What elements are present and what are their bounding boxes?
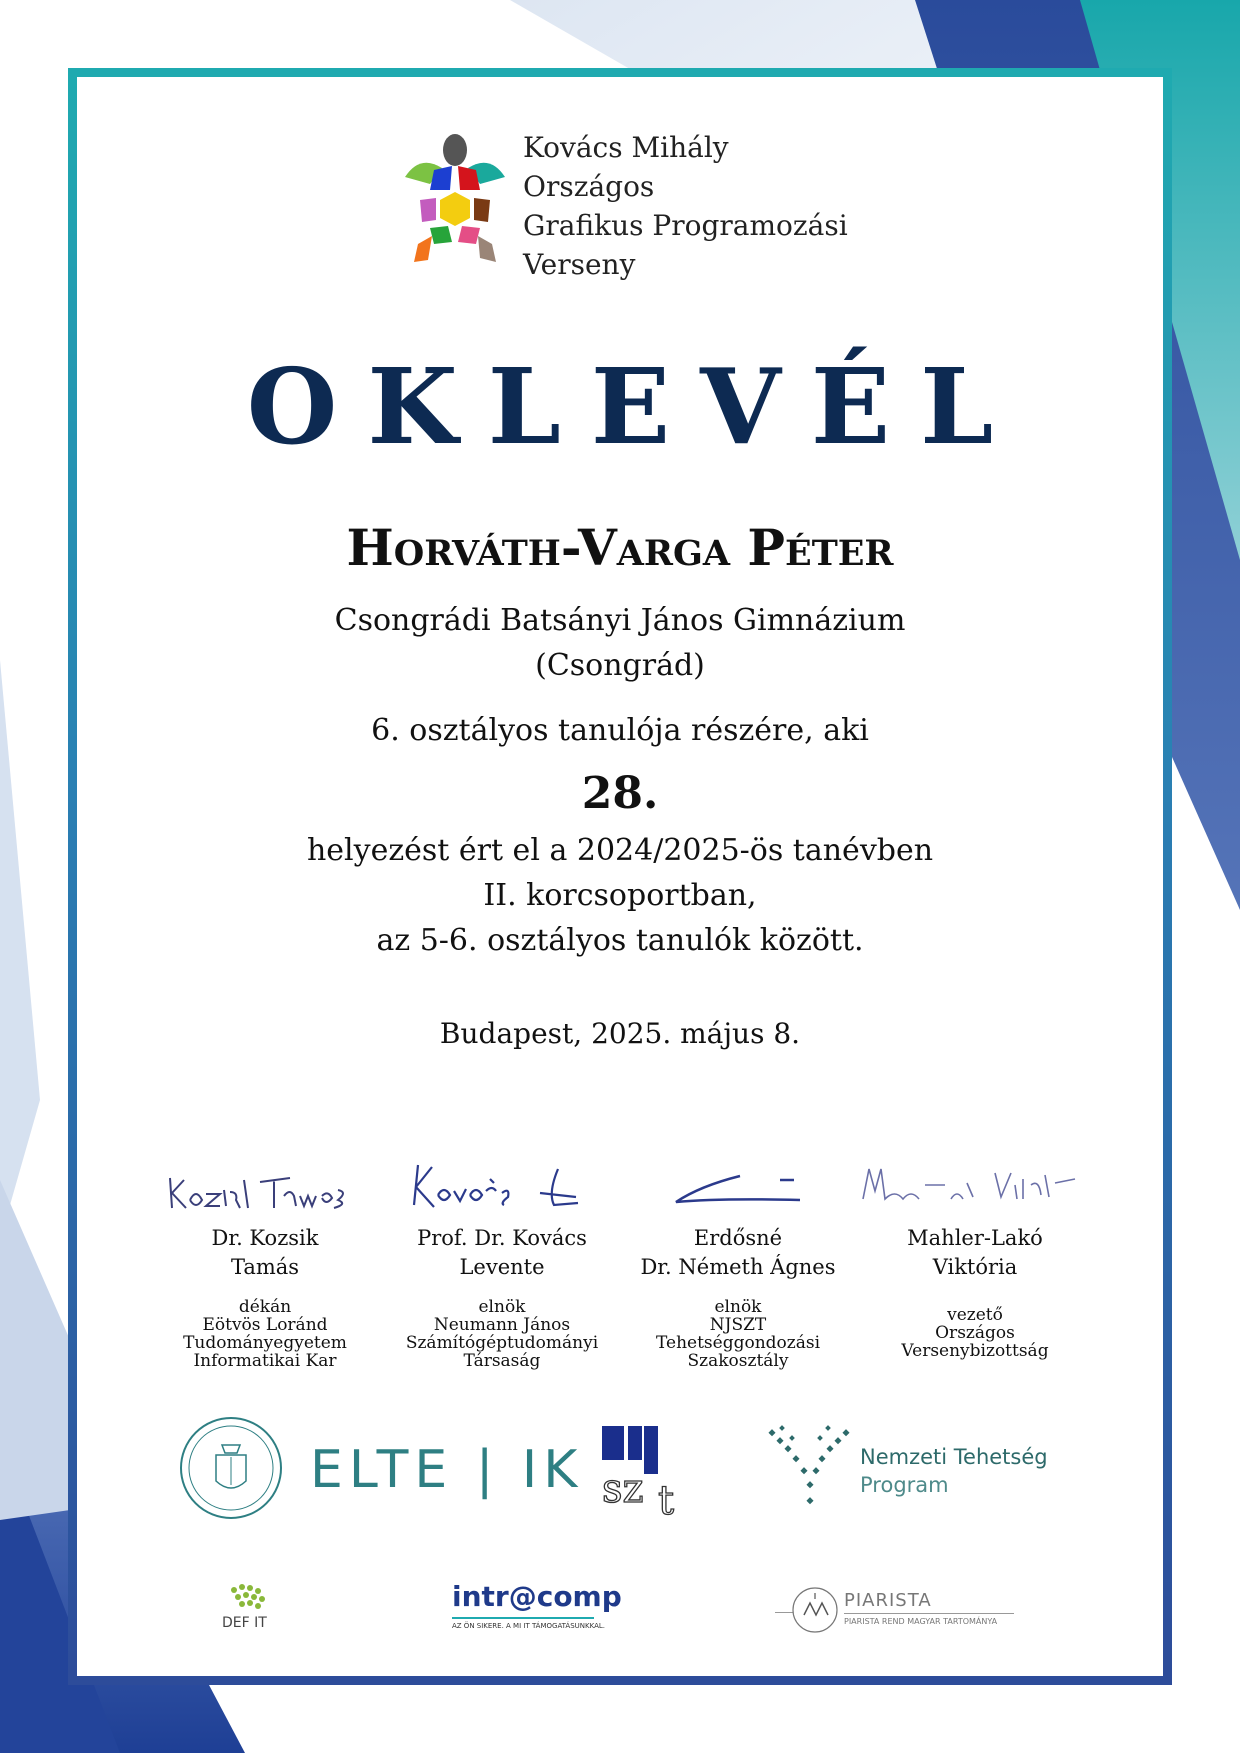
competition-name-line: Országos [523, 170, 655, 203]
signatory-role: vezető [947, 1305, 1003, 1325]
signature-kovacs [390, 1155, 630, 1215]
signatory-role: Eötvös Loránd [202, 1315, 328, 1335]
result-line-3: az 5-6. osztályos tanulók között. [376, 923, 864, 958]
elte-ik-logo: ELTE | IK [310, 1440, 584, 1500]
signatory-role: Versenybizottság [901, 1341, 1049, 1361]
signatory-role: Tudományegyetem [183, 1333, 347, 1353]
elte-seal-icon [178, 1415, 284, 1521]
signatory-role: dékán [238, 1297, 292, 1317]
competition-name-line: Verseny [523, 248, 636, 281]
school-name: Csongrádi Batsányi János Gimnázium [334, 603, 906, 638]
ntp-logo-icon [766, 1422, 852, 1518]
piarista-seal-icon [790, 1585, 840, 1635]
signatory-name: Levente [459, 1255, 545, 1279]
result-line-1: helyezést ért el a 2024/2025-ös tanévben [306, 833, 934, 868]
school-city: (Csongrád) [535, 648, 705, 683]
turtle-logo-icon [400, 132, 510, 282]
signatory-name: Mahler-Lakó [907, 1226, 1043, 1250]
defit-logo-icon [226, 1582, 268, 1614]
signatory-role: Számítógéptudományi [405, 1333, 599, 1353]
piarista-tagline: PIARISTA REND MAGYAR TARTOMÁNYA [844, 1617, 998, 1626]
njszt-logo-icon [598, 1422, 696, 1518]
signatory-role: Informatikai Kar [193, 1351, 337, 1371]
signatory-role: Országos [935, 1323, 1015, 1343]
signatory-role: Neumann János [433, 1315, 571, 1335]
signatory-role: NJSZT [709, 1315, 767, 1335]
signatory-role: Szakosztály [687, 1351, 789, 1371]
signatory-name: Viktória [932, 1255, 1018, 1279]
signatory-4 [855, 1224, 1095, 1360]
date-place: Budapest, 2025. május 8. [439, 1017, 801, 1050]
signatory-role: Társaság [463, 1351, 541, 1371]
signatory-3 [618, 1224, 858, 1370]
result-line-2: II. korcsoportban, [483, 878, 757, 913]
ntp-logo-text [860, 1443, 1048, 1499]
competition-name [523, 128, 848, 284]
competition-name-line: Grafikus Programozási [523, 209, 848, 242]
signatory-2 [382, 1224, 622, 1370]
signatory-role: Tehetséggondozási [655, 1333, 821, 1353]
grade-line: 6. osztályos tanulója részére, aki [371, 713, 869, 748]
intracomp-tagline: AZ ÖN SIKERE. A MI IT TÁMOGATÁSUNKKAL. [452, 1622, 605, 1630]
signatory-role: elnök [714, 1297, 762, 1317]
placement: 28. [581, 768, 659, 819]
intracomp-logo: intr@comp [452, 1580, 622, 1613]
piarista-underline [844, 1613, 1014, 1614]
intracomp-underline [452, 1617, 594, 1619]
svg-text:t: t [658, 1478, 675, 1518]
signatory-1 [145, 1224, 385, 1370]
signatory-name: Tamás [230, 1255, 300, 1279]
signature-kozsik [150, 1160, 390, 1220]
signatory-name: Erdősné [693, 1226, 783, 1250]
signature-mahler [855, 1155, 1095, 1215]
svg-text:sz: sz [602, 1466, 644, 1512]
signatory-name: Dr. Németh Ágnes [640, 1255, 836, 1279]
recipient-name: Horváth-Varga Péter [346, 518, 894, 577]
signatory-role: elnök [478, 1297, 526, 1317]
ntp-line: Nemzeti Tehetség [860, 1445, 1048, 1469]
piarista-logo-text: PIARISTA [844, 1590, 932, 1611]
ntp-line: Program [860, 1473, 949, 1497]
defit-logo-text: DEF IT [222, 1615, 267, 1631]
signatory-name: Prof. Dr. Kovács [417, 1226, 587, 1250]
certificate-title: OKLEVÉL [246, 345, 1024, 468]
competition-name-line: Kovács Mihály [523, 131, 729, 164]
signatory-name: Dr. Kozsik [211, 1226, 319, 1250]
